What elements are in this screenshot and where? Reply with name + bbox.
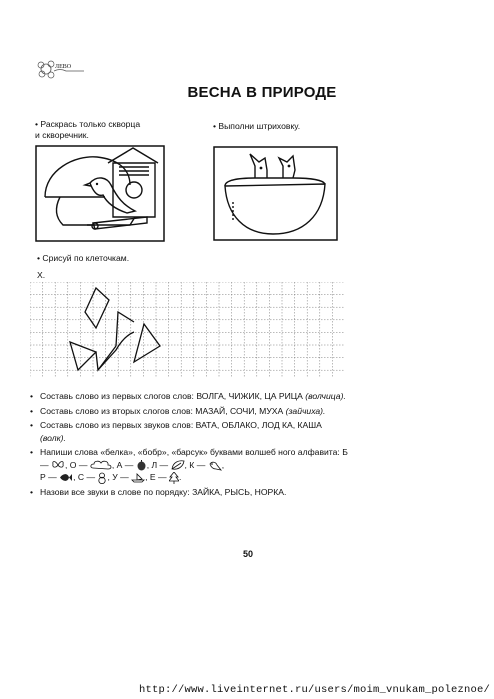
source-url[interactable]: http://www.liveinternet.ru/users/moim_vnukam_poleznoe/: [138, 684, 490, 696]
leaf-icon: [171, 460, 185, 470]
copy-grid: [30, 282, 344, 378]
answer-text: (волк).: [40, 432, 66, 443]
answer-text: (зайчиха).: [285, 405, 326, 416]
birdhouse-picture: [35, 145, 165, 242]
page-number: 50: [242, 549, 253, 559]
snowman-icon: [97, 472, 107, 484]
alphabet-row1: Б — , О — , А — , Л — , К — ,: [40, 447, 348, 470]
list-item-alphabet: • Напиши слова «белка», «бобр», «барсук» буквами волшеб ного алфавита: Б — , О — , А — , Л — , К — , Р — , С — , У — , Е — .: [30, 446, 350, 484]
task1-line2: и скворечник.: [35, 130, 89, 140]
list-item: • Составь слово из вторых слогов слов: МАЗАЙ, СОЧИ, МУХА (зайчиха).: [30, 405, 350, 418]
task1-text: [35, 119, 140, 141]
alphabet-row2: Р — , С — , У — , Е — .: [40, 472, 182, 482]
fish-icon: [59, 473, 73, 482]
task3-text: • Срисуй по клеточкам.: [37, 253, 130, 263]
tree-icon: [169, 472, 179, 484]
tasks-list: [30, 390, 350, 500]
answer-text: (волчица).: [305, 391, 346, 401]
boat-icon: [131, 473, 145, 483]
list-item: • Составь слово из первых звуков слов: ВАТА, ОБЛАКО, ЛОД КА, КАША (волк).: [30, 419, 350, 444]
logo-text: ЛЕВО: [55, 64, 72, 70]
task1-line1: • Раскрась только скворца: [35, 119, 141, 129]
list-item: • Составь слово из первых слогов слов: ВОЛГА, ЧИЖИК, ЦА РИЦА (волчица).: [30, 390, 350, 403]
task2-text: • Выполни штриховку.: [213, 121, 301, 131]
page-title: ВЕСНА В ПРИРОДЕ: [187, 84, 337, 101]
bird-icon: [208, 460, 222, 471]
pinecone-icon: [136, 460, 147, 471]
butterfly-icon: [51, 460, 65, 470]
nest-picture: [213, 146, 338, 241]
grid-label: X.: [37, 270, 46, 280]
list-item: • Назови все звуки в слове по порядку: ЗАЙКА, РЫСЬ, НОРКА.: [30, 486, 350, 499]
cloud-icon: [90, 460, 112, 470]
